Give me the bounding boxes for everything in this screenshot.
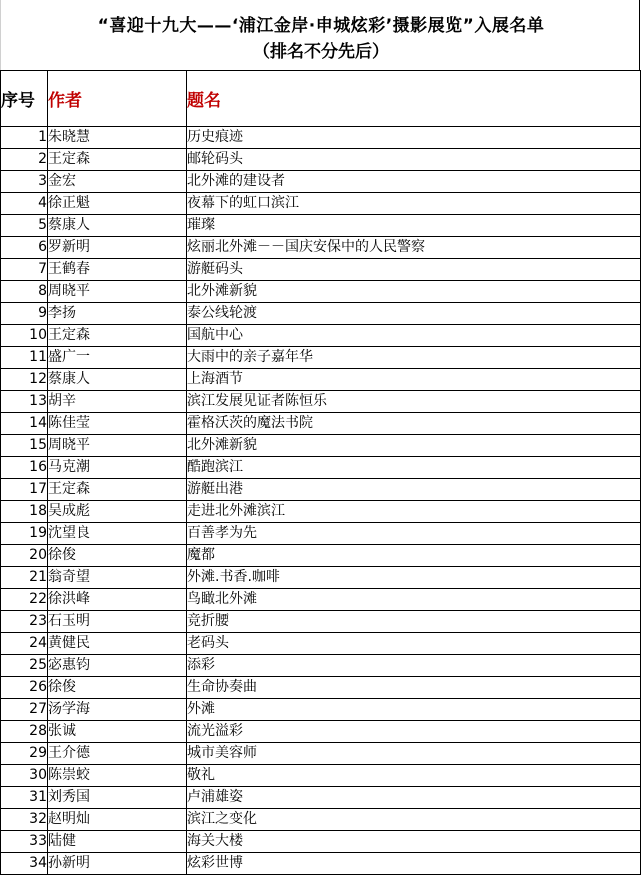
table-body bbox=[1, 127, 641, 875]
row-number-cell[interactable]: 24 bbox=[1, 633, 48, 655]
author-cell[interactable]: 宓惠钧 bbox=[48, 655, 187, 677]
table-row bbox=[1, 413, 641, 435]
author-cell[interactable]: 陈崇蛟 bbox=[48, 765, 187, 787]
row-number-cell[interactable]: 3 bbox=[1, 171, 48, 193]
row-number-cell[interactable]: 14 bbox=[1, 413, 48, 435]
table-row bbox=[1, 171, 641, 193]
author-cell[interactable]: 胡辛 bbox=[48, 391, 187, 413]
title-cell[interactable]: 走进北外滩滨江 bbox=[187, 501, 641, 523]
author-cell[interactable]: 周晓平 bbox=[48, 435, 187, 457]
title-cell[interactable]: 北外滩新貌 bbox=[187, 435, 641, 457]
table-row bbox=[1, 391, 641, 413]
table-row bbox=[1, 809, 641, 831]
row-number-cell[interactable]: 11 bbox=[1, 347, 48, 369]
table-row bbox=[1, 347, 641, 369]
row-number-cell[interactable]: 26 bbox=[1, 677, 48, 699]
table-row bbox=[1, 655, 641, 677]
row-number-cell[interactable]: 6 bbox=[1, 237, 48, 259]
row-number-cell[interactable]: 16 bbox=[1, 457, 48, 479]
table-row bbox=[1, 237, 641, 259]
table-row bbox=[1, 325, 641, 347]
row-number-cell[interactable]: 8 bbox=[1, 281, 48, 303]
table-row bbox=[1, 633, 641, 655]
table-row bbox=[1, 303, 641, 325]
row-number-cell[interactable]: 31 bbox=[1, 787, 48, 809]
title-cell[interactable]: 游艇出港 bbox=[187, 479, 641, 501]
title-cell[interactable]: 邮轮码头 bbox=[187, 149, 641, 171]
row-number-cell[interactable]: 30 bbox=[1, 765, 48, 787]
row-number-cell[interactable]: 7 bbox=[1, 259, 48, 281]
row-number-cell[interactable]: 15 bbox=[1, 435, 48, 457]
document-title: “喜迎十九大——‘浦江金岸·申城炫彩’摄影展览”入展名单 bbox=[97, 16, 545, 36]
table-row bbox=[1, 457, 641, 479]
title-cell[interactable]: 魔都 bbox=[187, 545, 641, 567]
author-cell[interactable]: 蔡康人 bbox=[48, 369, 187, 391]
author-cell[interactable]: 王鹤春 bbox=[48, 259, 187, 281]
table-row bbox=[1, 193, 641, 215]
title-cell[interactable]: 城市美容师 bbox=[187, 743, 641, 765]
author-cell[interactable]: 翁奇望 bbox=[48, 567, 187, 589]
author-cell[interactable]: 马克潮 bbox=[48, 457, 187, 479]
title-cell[interactable]: 炫彩世博 bbox=[187, 853, 641, 875]
author-cell[interactable]: 黄健民 bbox=[48, 633, 187, 655]
table-row bbox=[1, 787, 641, 809]
title-cell[interactable]: 百善孝为先 bbox=[187, 523, 641, 545]
row-number-cell[interactable]: 9 bbox=[1, 303, 48, 325]
title-cell[interactable]: 霍格沃茨的魔法书院 bbox=[187, 413, 641, 435]
row-number-cell[interactable]: 28 bbox=[1, 721, 48, 743]
title-cell[interactable]: 敬礼 bbox=[187, 765, 641, 787]
title-cell[interactable]: 外滩.书香.咖啡 bbox=[187, 567, 641, 589]
row-number-cell[interactable]: 23 bbox=[1, 611, 48, 633]
author-cell[interactable]: 徐正魁 bbox=[48, 193, 187, 215]
title-cell[interactable]: 泰公线轮渡 bbox=[187, 303, 641, 325]
title-block bbox=[0, 0, 640, 70]
author-cell[interactable]: 王定森 bbox=[48, 325, 187, 347]
row-number-cell[interactable]: 13 bbox=[1, 391, 48, 413]
table-row bbox=[1, 215, 641, 237]
table-row bbox=[1, 523, 641, 545]
author-cell[interactable]: 罗新明 bbox=[48, 237, 187, 259]
title-cell[interactable]: 国航中心 bbox=[187, 325, 641, 347]
row-number-cell[interactable]: 19 bbox=[1, 523, 48, 545]
author-cell[interactable]: 王介德 bbox=[48, 743, 187, 765]
title-cell[interactable]: 游艇码头 bbox=[187, 259, 641, 281]
author-cell[interactable]: 朱晓慧 bbox=[48, 127, 187, 149]
table-row bbox=[1, 831, 641, 853]
author-cell[interactable]: 徐洪峰 bbox=[48, 589, 187, 611]
title-cell[interactable]: 炫丽北外滩－－国庆安保中的人民警察 bbox=[187, 237, 641, 259]
table-row bbox=[1, 677, 641, 699]
row-number-cell[interactable]: 2 bbox=[1, 149, 48, 171]
row-number-cell[interactable]: 5 bbox=[1, 215, 48, 237]
header-title[interactable]: 题名 bbox=[187, 71, 641, 127]
author-cell[interactable]: 盛广一 bbox=[48, 347, 187, 369]
title-cell[interactable]: 夜幕下的虹口滨江 bbox=[187, 193, 641, 215]
title-cell[interactable]: 竞折腰 bbox=[187, 611, 641, 633]
table-row bbox=[1, 281, 641, 303]
author-cell[interactable]: 蔡康人 bbox=[48, 215, 187, 237]
title-cell[interactable]: 璀璨 bbox=[187, 215, 641, 237]
table-row bbox=[1, 501, 641, 523]
title-cell[interactable]: 上海酒节 bbox=[187, 369, 641, 391]
document-subtitle: （排名不分先后） bbox=[253, 42, 389, 62]
row-number-cell[interactable]: 17 bbox=[1, 479, 48, 501]
author-cell[interactable]: 王定森 bbox=[48, 149, 187, 171]
row-number-cell[interactable]: 27 bbox=[1, 699, 48, 721]
table-row bbox=[1, 259, 641, 281]
title-cell[interactable]: 老码头 bbox=[187, 633, 641, 655]
table-row bbox=[1, 853, 641, 875]
author-cell[interactable]: 石玉明 bbox=[48, 611, 187, 633]
header-author[interactable]: 作者 bbox=[48, 71, 187, 127]
title-cell[interactable]: 添彩 bbox=[187, 655, 641, 677]
title-cell[interactable]: 鸟瞰北外滩 bbox=[187, 589, 641, 611]
table-row bbox=[1, 611, 641, 633]
author-cell[interactable]: 张诚 bbox=[48, 721, 187, 743]
header-row bbox=[1, 71, 641, 127]
title-cell[interactable]: 大雨中的亲子嘉年华 bbox=[187, 347, 641, 369]
title-cell[interactable]: 酷跑滨江 bbox=[187, 457, 641, 479]
author-cell[interactable]: 沈望良 bbox=[48, 523, 187, 545]
author-cell[interactable]: 徐俊 bbox=[48, 545, 187, 567]
title-cell[interactable]: 生命协奏曲 bbox=[187, 677, 641, 699]
author-cell[interactable]: 吴成彪 bbox=[48, 501, 187, 523]
title-cell[interactable]: 外滩 bbox=[187, 699, 641, 721]
author-cell[interactable]: 陈佳莹 bbox=[48, 413, 187, 435]
author-cell[interactable]: 汤学海 bbox=[48, 699, 187, 721]
table-row bbox=[1, 765, 641, 787]
author-cell[interactable]: 周晓平 bbox=[48, 281, 187, 303]
row-number-cell[interactable]: 18 bbox=[1, 501, 48, 523]
table-row bbox=[1, 545, 641, 567]
row-number-cell[interactable]: 32 bbox=[1, 809, 48, 831]
author-cell[interactable]: 刘秀国 bbox=[48, 787, 187, 809]
table-row bbox=[1, 721, 641, 743]
row-number-cell[interactable]: 10 bbox=[1, 325, 48, 347]
title-cell[interactable]: 海关大楼 bbox=[187, 831, 641, 853]
row-number-cell[interactable]: 20 bbox=[1, 545, 48, 567]
table-row bbox=[1, 369, 641, 391]
table-row bbox=[1, 127, 641, 149]
author-cell[interactable]: 赵明灿 bbox=[48, 809, 187, 831]
title-cell[interactable]: 流光溢彩 bbox=[187, 721, 641, 743]
table-row bbox=[1, 743, 641, 765]
row-number-cell[interactable]: 34 bbox=[1, 853, 48, 875]
row-number-cell[interactable]: 33 bbox=[1, 831, 48, 853]
row-number-cell[interactable]: 4 bbox=[1, 193, 48, 215]
table-row bbox=[1, 149, 641, 171]
table-row bbox=[1, 567, 641, 589]
title-cell[interactable]: 卢浦雄姿 bbox=[187, 787, 641, 809]
title-cell[interactable]: 北外滩的建设者 bbox=[187, 171, 641, 193]
row-number-cell[interactable]: 21 bbox=[1, 567, 48, 589]
row-number-cell[interactable]: 25 bbox=[1, 655, 48, 677]
author-cell[interactable]: 李扬 bbox=[48, 303, 187, 325]
title-cell[interactable]: 滨江发展见证者陈恒乐 bbox=[187, 391, 641, 413]
row-number-cell[interactable]: 29 bbox=[1, 743, 48, 765]
author-cell[interactable]: 徐俊 bbox=[48, 677, 187, 699]
table-row bbox=[1, 589, 641, 611]
row-number-cell[interactable]: 12 bbox=[1, 369, 48, 391]
row-number-cell[interactable]: 1 bbox=[1, 127, 48, 149]
title-cell[interactable]: 滨江之变化 bbox=[187, 809, 641, 831]
row-number-cell[interactable]: 22 bbox=[1, 589, 48, 611]
author-cell[interactable]: 陆健 bbox=[48, 831, 187, 853]
author-cell[interactable]: 金宏 bbox=[48, 171, 187, 193]
header-no[interactable]: 序号 bbox=[1, 71, 48, 127]
title-cell[interactable]: 北外滩新貌 bbox=[187, 281, 641, 303]
author-cell[interactable]: 孙新明 bbox=[48, 853, 187, 875]
table-row bbox=[1, 699, 641, 721]
entry-table bbox=[0, 70, 641, 875]
table-row bbox=[1, 479, 641, 501]
table-row bbox=[1, 435, 641, 457]
title-cell[interactable]: 历史痕迹 bbox=[187, 127, 641, 149]
author-cell[interactable]: 王定森 bbox=[48, 479, 187, 501]
